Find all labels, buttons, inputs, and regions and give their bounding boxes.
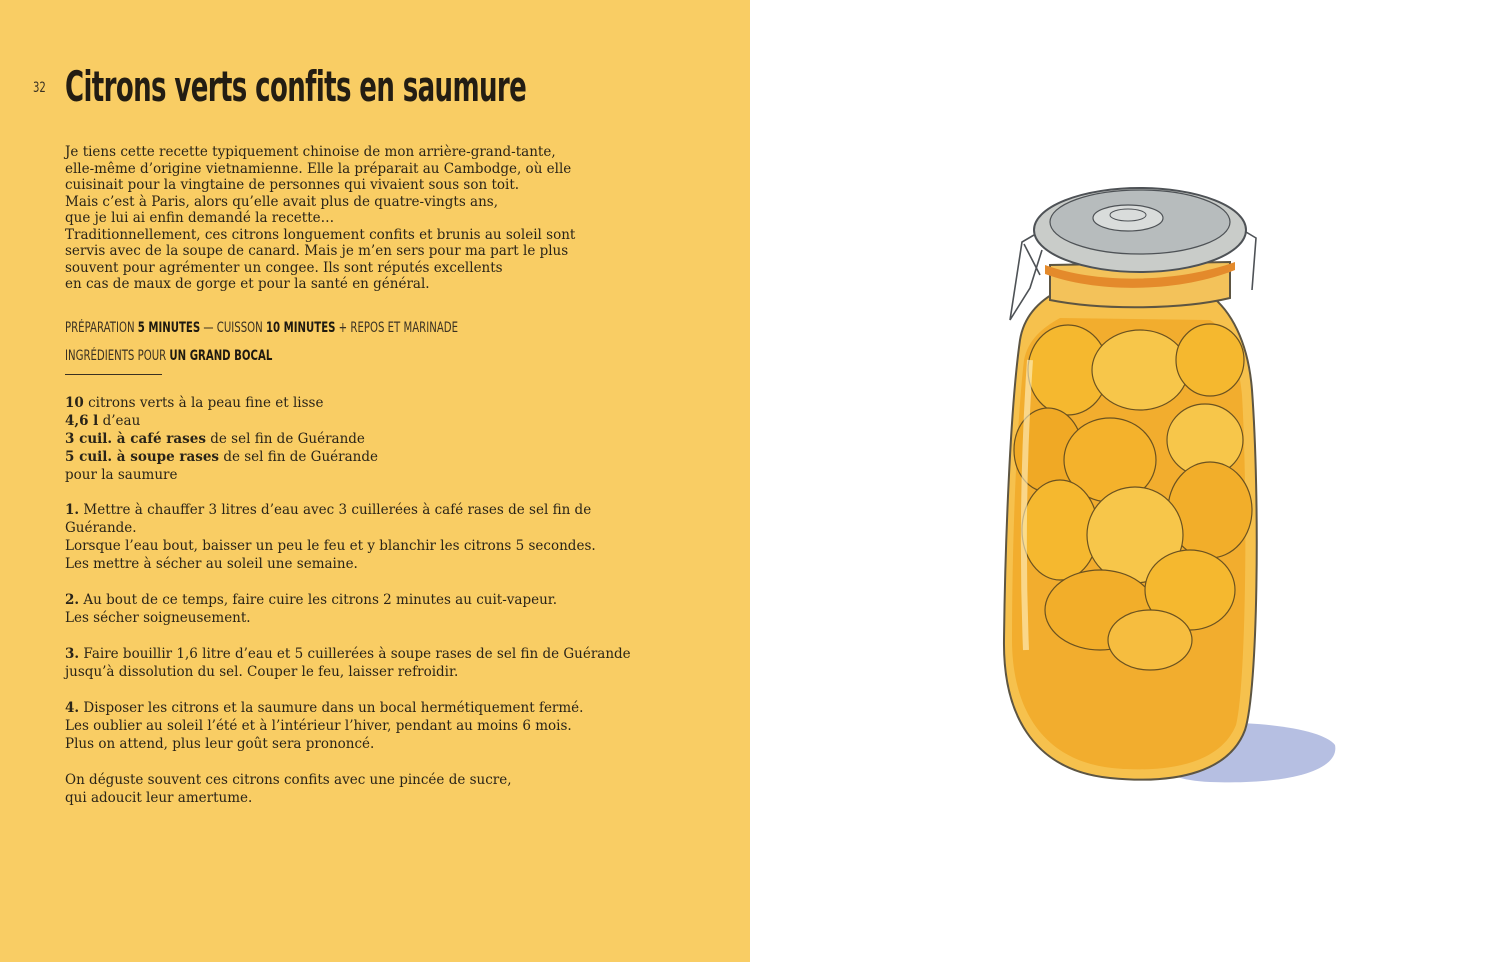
ingredient-qty: 10 [65,395,84,411]
step-line: Lorsque l’eau bout, baisser un peu le feu et y blanchir les citrons 5 secondes. [65,538,596,554]
ingredient-text: citrons verts à la peau fine et lisse [83,395,324,411]
ingredient-text: pour la saumure [65,467,178,483]
lemons [1014,324,1252,670]
step-number: 2. [65,592,80,608]
step-line [65,645,665,663]
step-line [65,501,665,519]
recipe-title: Citrons verts confits en saumure [65,62,527,111]
intro-line: cuisinait pour la vingtaine de personnes qui vivaient sous son toit. [65,177,520,193]
ingredient-item [65,430,625,448]
cook-label: CUISSON [216,320,263,336]
method-steps [65,501,665,825]
serving-note [65,771,665,807]
step-text: Faire bouillir 1,6 litre d’eau et 5 cuillerées à soupe rases de sel fin de Guérande [79,646,631,662]
step-line: jusqu’à dissolution du sel. Couper le feu, laisser refroidir. [65,664,459,680]
step-3 [65,645,665,681]
step-line: Guérande. [65,520,137,536]
ingredient-text: de sel fin de Guérande [205,431,365,447]
step-1 [65,501,665,573]
step-line [65,699,665,717]
intro-line: elle-même d’origine vietnamienne. Elle la préparait au Cambodge, où elle [65,160,572,177]
rest-note: + REPOS ET MARINADE [338,320,458,336]
pickle-jar-illustration [990,170,1350,810]
cook-time: 10 MINUTES [265,320,336,336]
ingredient-qty: 4,6 l [65,413,99,429]
step-line: Les oublier au soleil l’été et à l’intérieur l’hiver, pendant au moins 6 mois. [65,718,572,734]
ingredients-heading [65,348,272,364]
step-text: Au bout de ce temps, faire cuire les citrons 2 minutes au cuit-vapeur. [79,592,558,608]
ingredient-text: de sel fin de Guérande [219,449,378,465]
step-line: Les mettre à sécher au soleil une semaine. [65,556,358,572]
intro-line: en cas de maux de gorge et pour la santé en général. [65,276,430,292]
prep-label: PRÉPARATION [65,320,135,336]
step-4 [65,699,665,753]
step-number: 4. [65,700,80,716]
intro-line: souvent pour agrémenter un congee. Ils sont réputés excellents [65,259,503,276]
ingredient-item [65,412,625,430]
ingredient-qty: 5 cuil. à soupe rases [65,449,220,465]
yield: UN GRAND BOCAL [169,348,273,364]
ingredient-qty: 3 cuil. à café rases [65,431,206,447]
step-line: Les sécher soigneusement. [65,610,251,626]
prep-time: 5 MINUTES [137,320,201,336]
intro-line: Traditionnellement, ces citrons longuement confits et brunis au soleil sont [65,226,576,243]
step-number: 1. [65,502,80,518]
step-number: 3. [65,646,80,662]
heading-rule [65,374,162,375]
step-text: Disposer les citrons et la saumure dans un bocal hermétiquement fermé. [79,700,584,716]
step-line: Plus on attend, plus leur goût sera prononcé. [65,736,375,752]
intro-paragraph [65,144,625,293]
step-text: Mettre à chauffer 3 litres d’eau avec 3 cuillerées à café rases de sel fin de [79,502,592,518]
intro-line: servis avec de la soupe de canard. Mais je m’en sers pour ma part le plus [65,243,569,259]
illustration-page [750,0,1500,962]
timing-separator: — [203,320,214,336]
step-line: qui adoucit leur amertume. [65,790,253,806]
ingredient-item [65,466,625,484]
intro-line: Je tiens cette recette typiquement chinoise de mon arrière-grand-tante, [65,144,556,160]
intro-line: que je lui ai enfin demandé la recette… [65,210,335,226]
ingredients-list [65,394,625,484]
step-line: On déguste souvent ces citrons confits avec une pincée de sucre, [65,772,512,788]
ingredients-label: INGRÉDIENTS POUR [65,348,167,364]
page-number: 32 [33,80,46,96]
intro-line: Mais c’est à Paris, alors qu’elle avait plus de quatre-vingts ans, [65,193,498,210]
step-2 [65,591,665,627]
ingredient-text: d’eau [98,413,141,429]
ingredient-item [65,394,625,412]
step-line [65,591,665,609]
ingredient-item [65,448,625,466]
timing-line [65,320,458,336]
